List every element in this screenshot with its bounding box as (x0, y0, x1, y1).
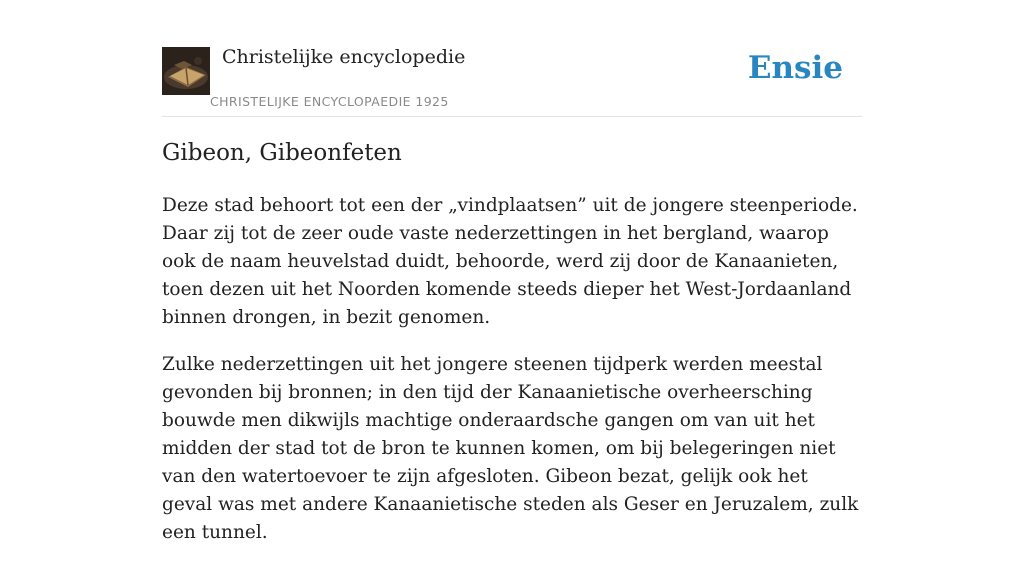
article-paragraph: Deze stad behoort tot een der „vindplaatsen” uit de jongere steenperiode. Daar zij tot de zeer oude vaste nederzettingen in het bergland, waarop ook de naam heuvelstad duidt, behoorde, werd zij door de Kanaanieten, toen dezen uit het Noorden komende steeds dieper het West-Jordaanland binnen drongen, in bezit genomen. (162, 195, 858, 328)
article-paragraph: Zulke nederzettingen uit het jongere steenen tijdperk werden meestal gevonden bij bronnen; in den tijd der Kanaanietische overheersching bouwde men dikwijls machtige onderaardsche gangen om van uit het midden der stad tot de bron te kunnen komen, om bij belegeringen niet van den watertoevoer te zijn afgesloten. Gibeon bezat, gelijk ook het geval was met andere Kanaanietische steden als Geser en Jeruzalem, zulk een tunnel. (162, 354, 859, 543)
source-subtitle: CHRISTELIJKE ENCYCLOPAEDIE 1925 (210, 94, 449, 109)
book-icon[interactable] (162, 47, 210, 95)
article-body (162, 192, 862, 566)
site-header (162, 0, 862, 117)
source-title[interactable]: Christelijke encyclopedie (222, 46, 466, 68)
brand-logo[interactable]: Ensie (747, 50, 843, 86)
article-title: Gibeon, Gibeonfeten (162, 140, 402, 166)
